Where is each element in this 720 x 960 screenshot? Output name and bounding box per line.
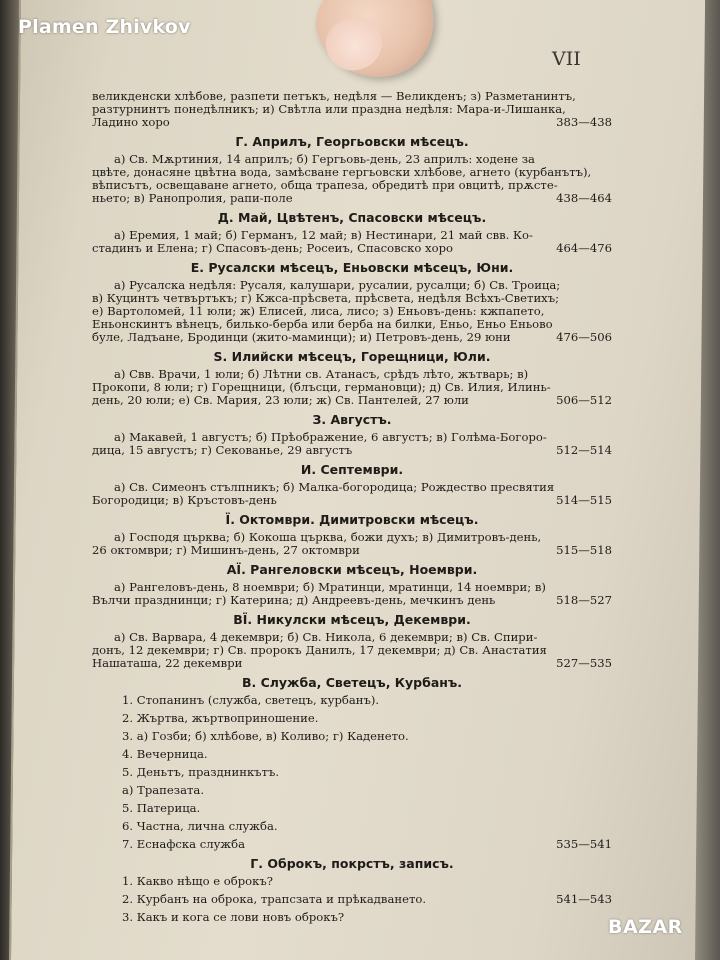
entry-line: Прокопи, 8 юли; г) Горещници, (блъсци, германовци); д) Св. Илия, Илинь- — [92, 380, 551, 394]
entry-line: день, 20 юли; е) Св. Мария, 23 юли; ж) Св. Пантелей, 27 юли — [92, 393, 469, 407]
entry-line: а) Св. Симеонъ стълпникъ; б) Малка-богородица; Рождество пресвятия — [114, 480, 555, 494]
list-item: 3. а) Гозби; б) хлѣбове, в) Коливо; г) Каденето. — [122, 729, 409, 743]
section-heading: И. Септември. — [300, 462, 404, 477]
entry-line: ньето; в) Ранопролия, рапи-поле — [92, 191, 293, 205]
list-item: 1. Стопанинъ (служба, светецъ, курбанъ). — [122, 693, 380, 707]
page-range: 514—515 — [556, 493, 612, 507]
table-of-contents — [92, 90, 612, 930]
entry-line: а) Свв. Врачи, 1 юли; б) Лѣтни св. Атанасъ, срѣдъ лѣто, жътварь; в) — [114, 367, 529, 381]
entry-line: буле, Ладъане, Бродинци (жито-маминци); и) Петровъ-день, 29 юни — [92, 330, 511, 344]
section-heading: ВЇ. Никулски мѣсецъ, Декември. — [233, 612, 471, 627]
section-heading: Д. Май, Цвѣтенъ, Спасовски мѣсецъ. — [217, 210, 487, 225]
entry-line: е) Вартоломей, 11 юли; ж) Елисей, лиса, лисо; з) Еньовъ-день: кжпапето, — [92, 304, 545, 318]
toc-section-vow — [92, 857, 612, 924]
list-item: а) Трапезата. — [122, 783, 205, 797]
page-range: 541—543 — [556, 892, 612, 906]
entry-line: а) Господя църква; б) Кокоша църква, божи духъ; в) Димитровъ-день, — [114, 530, 542, 544]
entry-line: вѣписътъ, освещаване агнето, обща трапеза, обредитѣ при овцитѣ, прѫсте- — [92, 178, 558, 192]
section-heading: Г. Оброкъ, покрстъ, записъ. — [250, 856, 454, 871]
list-item: 5. Деньтъ, празднинкътъ. — [122, 765, 280, 779]
entry-line: 26 октомври; г) Мишинъ-день, 27 октомври — [92, 543, 360, 557]
toc-section — [92, 135, 612, 205]
service-list — [122, 694, 612, 851]
entry-line: а) Русалска недѣля: Русаля, калушари, русалии, русалци; б) Св. Троица; — [114, 278, 561, 292]
list-item: 6. Частна, лична служба. — [122, 819, 278, 833]
section-heading: З. Августъ. — [312, 412, 392, 427]
section-heading: Г. Априлъ, Георгьовски мѣсецъ. — [235, 134, 469, 149]
page-range: 527—535 — [556, 656, 612, 670]
entry-line: Еньонскинтъ вѣнецъ, билько-берба или берба на билки, Еньо, Еньо Еньово — [92, 317, 553, 331]
entry-line: Нашаташа, 22 декември — [92, 656, 243, 670]
list-item: 4. Вечерница. — [122, 747, 208, 761]
page-range: 518—527 — [556, 593, 612, 607]
intro-line: Ладино хоро — [92, 115, 170, 129]
intro-line: разтурнинтъ понедѣлникъ; и) Свѣтла или празднa недѣля: Мара-и-Лишанка, — [92, 102, 566, 116]
entry-line: а) Св. Варвара, 4 декември; б) Св. Никола, 6 декември; в) Св. Спири- — [114, 630, 538, 644]
entry-line: а) Рангеловъ-день, 8 ноември; б) Мратинци, мратинци, 14 ноември; в) — [114, 580, 546, 594]
entry-line: стадинъ и Елена; г) Спасовъ-день; Росеиъ, Спасовско хоро — [92, 241, 453, 255]
toc-section-service — [92, 676, 612, 851]
list-item: 3. Какъ и кога се лови новъ оброкъ? — [122, 910, 345, 924]
list-item: 2. Курбанъ на оброка, трапсзата и прѣкадването. — [122, 892, 427, 906]
intro-line: великденски хлѣбове, разпети петъкъ, недѣля — Великденъ; з) Разметанинтъ, — [92, 89, 576, 103]
toc-section — [92, 463, 612, 507]
entry-line: а) Еремия, 1 май; б) Германъ, 12 май; в) Нестинари, 21 май свв. Ко- — [114, 228, 533, 242]
toc-section — [92, 413, 612, 457]
toc-section — [92, 211, 612, 255]
toc-section — [92, 563, 612, 607]
section-heading: Ї. Октомври. Димитровски мѣсецъ. — [225, 512, 479, 527]
toc-section — [92, 613, 612, 670]
page-range: 535—541 — [556, 837, 612, 851]
entry-line: а) Макавей, 1 августъ; б) Прѣображение, 6 августъ; в) Голѣма-Богоро- — [114, 430, 547, 444]
section-heading: В. Служба, Светецъ, Курбанъ. — [241, 675, 463, 690]
page-range: 506—512 — [556, 393, 612, 407]
page-number: VII — [552, 48, 581, 70]
entry-line: Богородици; в) Кръстовъ-день — [92, 493, 277, 507]
entry-line: дица, 15 августъ; г) Секованье, 29 августъ — [92, 443, 353, 457]
bazar-logo: BAZAR — [608, 916, 683, 938]
watermark-text: Plamen Zhivkov — [18, 16, 191, 38]
toc-section — [92, 513, 612, 557]
section-heading: Е. Русалски мѣсецъ, Еньовски мѣсецъ, Юни. — [190, 260, 514, 275]
entry-line: Вълчи празднинци; г) Катерина; д) Андреевъ-день, мечкинъ день — [92, 593, 496, 607]
page-range: 476—506 — [556, 330, 612, 344]
section-heading: АЇ. Рангеловски мѣсецъ, Ноември. — [226, 562, 478, 577]
page-range: 515—518 — [556, 543, 612, 557]
toc-section — [92, 261, 612, 344]
entry-line: в) Куцинтъ четвъртъкъ; г) Кжса-прѣсвета, прѣсвета, недѣля Всѣхъ-Светихъ; — [92, 291, 560, 305]
list-item: 1. Какво нѣщо е оброкъ? — [122, 874, 273, 888]
entry-line: донъ, 12 декември; г) Св. пророкъ Данилъ, 17 декември; д) Св. Анастатия — [92, 643, 547, 657]
entry-line: а) Св. Мѫртиния, 14 априлъ; б) Гергьовь-день, 23 априлъ: ходене за — [114, 152, 535, 166]
page-range: 438—464 — [556, 191, 612, 205]
section-heading: Ѕ. Илийски мѣсецъ, Горещници, Юли. — [213, 349, 491, 364]
vow-list — [122, 875, 612, 924]
toc-section — [92, 350, 612, 407]
entry-line: цвѣте, донасяне цвѣтна вода, замѣсване гергьовски хлѣбове, агнето (курбанътъ), — [92, 165, 592, 179]
page-range: 464—476 — [556, 241, 612, 255]
intro-entry — [92, 90, 612, 129]
list-item: 7. Еснафска служба — [122, 837, 245, 851]
page-range: 512—514 — [556, 443, 612, 457]
list-item: 2. Жъртва, жъртвоприношение. — [122, 711, 319, 725]
page-range: 383—438 — [556, 115, 612, 129]
list-item: 5. Патерица. — [122, 801, 201, 815]
